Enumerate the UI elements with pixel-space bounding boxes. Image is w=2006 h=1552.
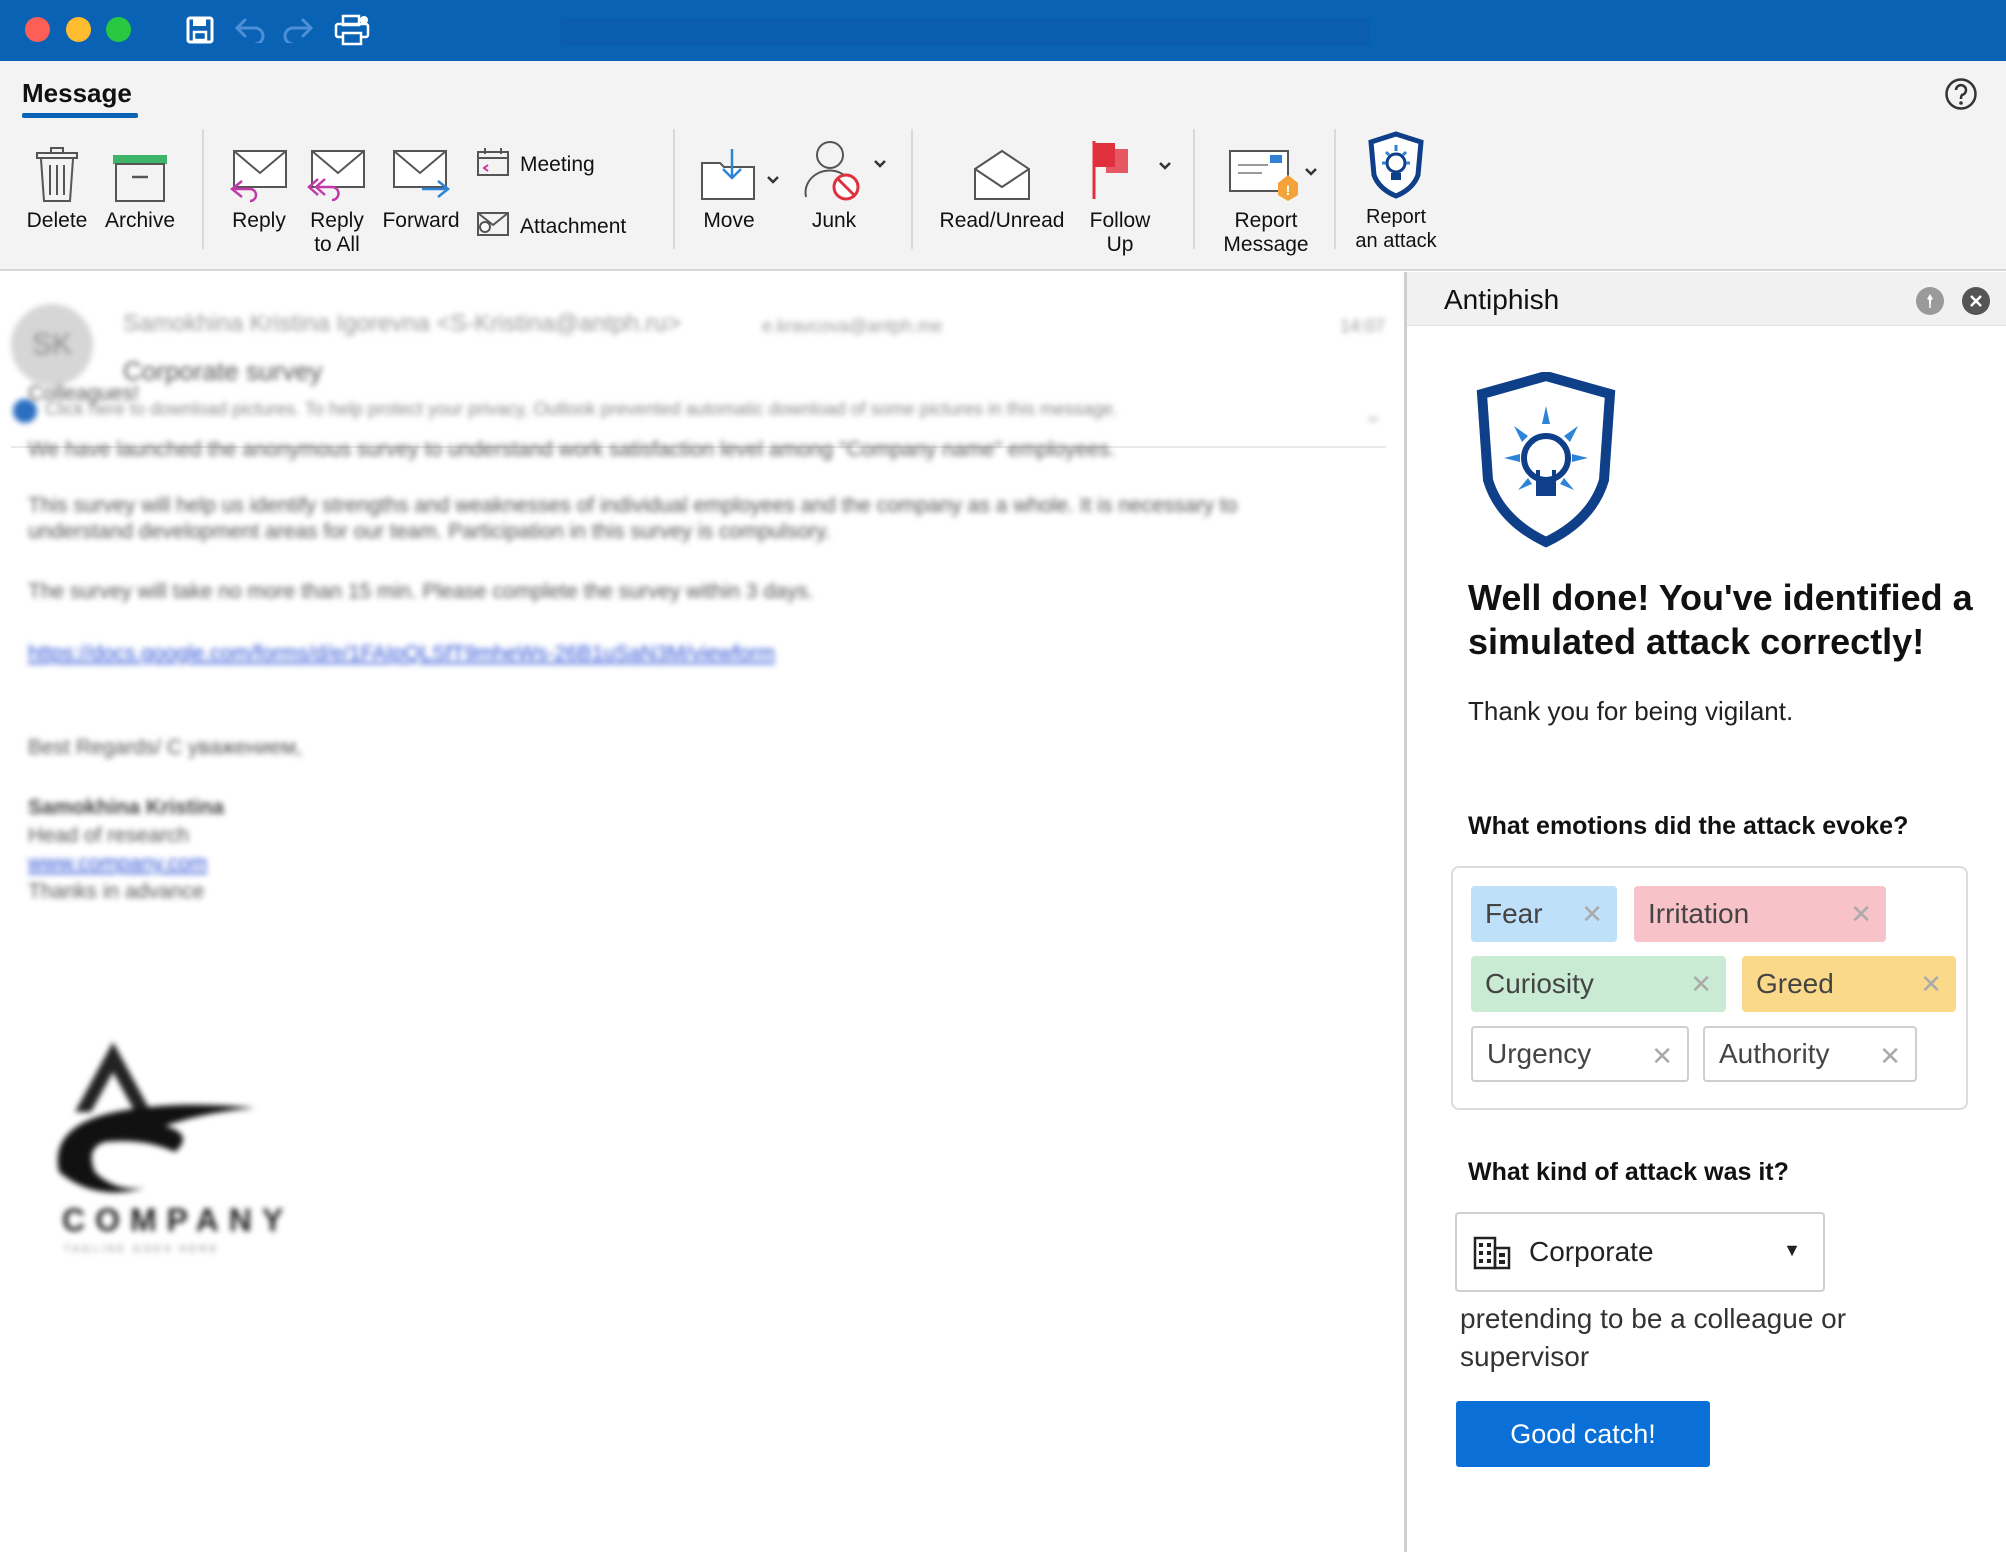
tab-active-indicator bbox=[22, 113, 138, 118]
remove-icon[interactable]: ✕ bbox=[1920, 969, 1942, 999]
redo-icon[interactable] bbox=[276, 10, 320, 50]
archive-button[interactable]: Archive bbox=[100, 137, 180, 233]
emotion-chip-curiosity[interactable]: Curiosity ✕ bbox=[1471, 956, 1726, 1012]
reply-icon bbox=[228, 137, 290, 203]
message-time: 14:07 bbox=[1340, 316, 1386, 336]
download-pictures-bar[interactable]: Click here to download pictures. To help protect your privacy, Outlook prevented automatic download of some pictures in this message. bbox=[45, 399, 1118, 419]
save-icon[interactable] bbox=[178, 10, 222, 50]
success-headline: Well done! You've identified a simulated attack correctly! bbox=[1468, 577, 1973, 662]
trash-icon bbox=[35, 137, 79, 203]
print-icon[interactable] bbox=[330, 10, 374, 50]
report-message-button[interactable]: ! Report Message bbox=[1214, 137, 1330, 257]
remove-icon[interactable]: ✕ bbox=[1581, 899, 1603, 929]
good-catch-button[interactable]: Good catch! bbox=[1456, 1401, 1710, 1467]
follow-up-button[interactable]: Follow Up bbox=[1086, 137, 1182, 257]
survey-link[interactable]: https://docs.google.com/forms/d/e/1FAIpQLSfT9mheWs-26B1uSaN3M/viewform bbox=[28, 642, 775, 665]
forward-button[interactable]: Forward bbox=[378, 137, 464, 233]
pane-title: Antiphish bbox=[1444, 284, 1560, 315]
remove-icon[interactable]: ✕ bbox=[1690, 969, 1712, 999]
attachment-button[interactable]: Attachment bbox=[476, 209, 626, 245]
move-folder-icon bbox=[696, 137, 786, 203]
emotion-chip-irritation[interactable]: Irritation ✕ bbox=[1634, 886, 1886, 942]
attack-kind-select[interactable] bbox=[1455, 1212, 1825, 1292]
junk-icon bbox=[800, 137, 890, 203]
close-window-button[interactable] bbox=[25, 17, 50, 42]
archive-icon bbox=[111, 137, 169, 203]
minimize-window-button[interactable] bbox=[66, 17, 91, 42]
remove-icon[interactable]: ✕ bbox=[1850, 899, 1872, 929]
flag-icon bbox=[1086, 137, 1182, 203]
title-bar bbox=[0, 0, 2006, 61]
attachment-icon bbox=[476, 209, 510, 245]
tab-message[interactable]: Message bbox=[22, 78, 132, 108]
ribbon-separator bbox=[1334, 129, 1336, 249]
read-unread-button[interactable]: Read/Unread bbox=[934, 137, 1070, 233]
attack-kind-value: Corporate bbox=[1529, 1236, 1654, 1267]
ribbon-separator bbox=[1193, 129, 1195, 249]
caret-down-icon: ▼ bbox=[1783, 1240, 1801, 1260]
recipient[interactable]: e.kravcova@antph.me bbox=[762, 316, 943, 336]
antiphish-shield-icon bbox=[1366, 133, 1426, 199]
chevron-down-icon[interactable]: ⌄ bbox=[1364, 402, 1383, 427]
emotion-chip-fear[interactable]: Fear ✕ bbox=[1471, 886, 1617, 942]
company-logo bbox=[55, 1042, 255, 1207]
report-message-icon bbox=[1222, 137, 1322, 203]
reading-pane: SK Samokhina Kristina Igorevna <S-Kristina@antph.ru> e.kravcova@antph.me 14:07 Corporate survey Click here to download pictures. To help protect your privacy, Outlook prevented automatic download of some pictures in this message. ⌄ Colleagues! We have launched the anonymous survey to understand work satisfaction level among "Company name" employees. This survey will help us identify strengths and weaknesses of individual employees and the company as a whole. It is necessary to understand development areas for our team. Participation in this survey is compulsory. The survey will take no more than 15 min. Please complete the survey within 3 days. https://docs.google.com/forms/d/e/1FAIpQLSfT9mheWs-26B1uSaN3M/viewform Best Regards/ С уважением, Samokhina Kristina Head of research www.company.com Thanks in advance COMPANY TAGLINE GOES HERE bbox=[0, 272, 1404, 1552]
calendar-icon bbox=[476, 147, 510, 183]
attack-kind-description: pretending to be a colleague or supervisor bbox=[1460, 1303, 1847, 1372]
reply-button[interactable]: Reply bbox=[222, 137, 296, 233]
antiphish-pane bbox=[1407, 272, 2006, 1552]
report-attack-button[interactable]: Report an attack bbox=[1346, 133, 1446, 253]
company-site-link[interactable]: www.company.com bbox=[28, 852, 208, 875]
reply-all-icon bbox=[306, 137, 368, 203]
ribbon-separator bbox=[202, 129, 204, 249]
close-icon[interactable] bbox=[1962, 287, 1990, 315]
emotion-chip-urgency[interactable]: Urgency ✕ bbox=[1471, 1026, 1689, 1082]
meeting-button[interactable]: Meeting bbox=[476, 147, 595, 183]
window-title-area bbox=[560, 18, 1370, 46]
emotions-tag-input[interactable] bbox=[1451, 866, 1968, 1110]
pin-icon[interactable] bbox=[1916, 287, 1944, 315]
move-button[interactable]: Move bbox=[696, 137, 786, 233]
emotion-chip-authority[interactable]: Authority ✕ bbox=[1703, 1026, 1917, 1082]
antiphish-shield-icon bbox=[1474, 372, 1618, 553]
ribbon-separator bbox=[911, 129, 913, 249]
reply-all-button[interactable]: Reply to All bbox=[300, 137, 374, 257]
delete-button[interactable]: Delete bbox=[22, 137, 92, 233]
subject: Corporate survey bbox=[123, 356, 323, 386]
avatar: SK bbox=[11, 304, 93, 386]
forward-icon bbox=[390, 137, 452, 203]
pane-header bbox=[1407, 272, 2006, 326]
emotions-question: What emotions did the attack evoke? bbox=[1468, 812, 1909, 840]
open-envelope-icon bbox=[971, 137, 1033, 203]
remove-icon[interactable]: ✕ bbox=[1879, 1041, 1901, 1071]
svg-text:!: ! bbox=[1285, 182, 1291, 198]
help-icon[interactable] bbox=[1944, 77, 1978, 111]
zoom-window-button[interactable] bbox=[106, 17, 131, 42]
undo-icon[interactable] bbox=[228, 10, 272, 50]
ribbon-separator bbox=[673, 129, 675, 249]
remove-icon[interactable]: ✕ bbox=[1651, 1041, 1673, 1071]
sender[interactable]: Samokhina Kristina Igorevna <S-Kristina@antph.ru> bbox=[123, 310, 681, 337]
ribbon bbox=[0, 61, 2006, 271]
junk-button[interactable]: Junk bbox=[800, 137, 890, 233]
attack-kind-question: What kind of attack was it? bbox=[1468, 1158, 1789, 1186]
emotion-chip-greed[interactable]: Greed ✕ bbox=[1742, 956, 1956, 1012]
building-icon bbox=[1473, 1236, 1511, 1275]
thanks-text: Thank you for being vigilant. bbox=[1468, 696, 1794, 726]
